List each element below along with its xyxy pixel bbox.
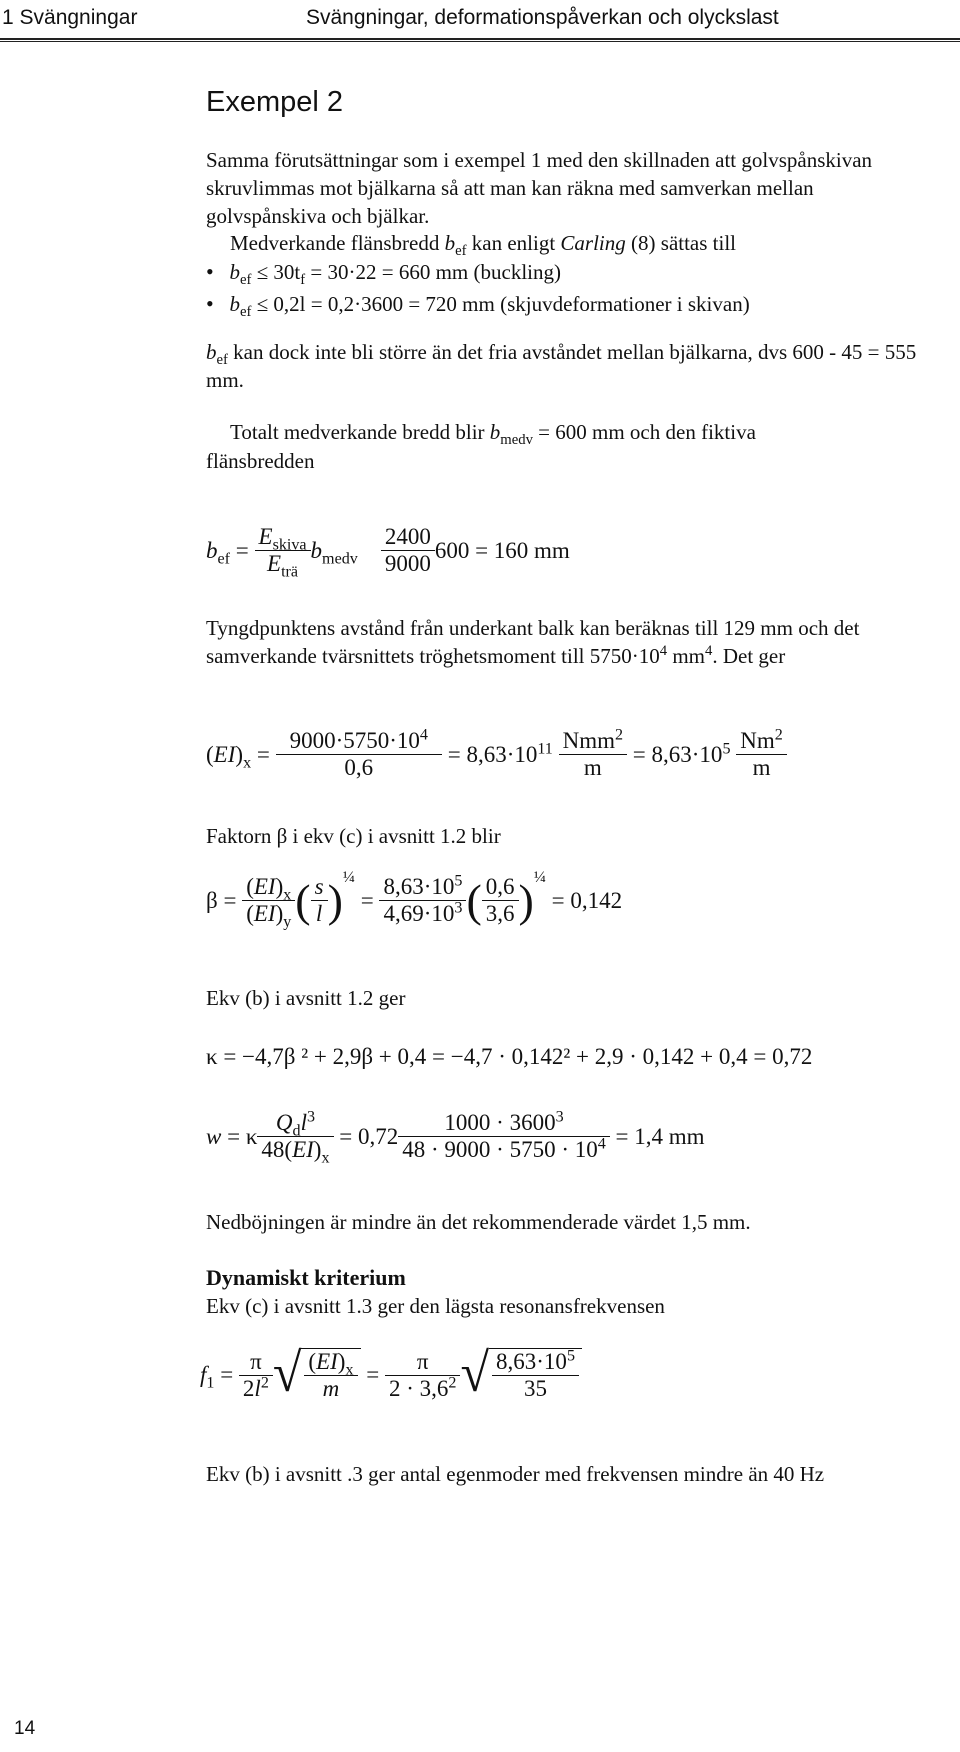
header-rule-thin	[0, 41, 960, 42]
equation-beta: β = $\frac{(EI)_x}{(EI)_y}$ ( $\frac{s}{l}$ ) ¼ = $\frac{8,63\cdot 10^5}{4,69\cdot 10^3}$ ( $\frac{0,6}{3,6}$ ) ¼ = 0,142	[206, 869, 623, 931]
dynamic-criterion-heading: Dynamiskt kriterium	[206, 1265, 406, 1290]
equation-bef: $b_{ef}$ = $\frac{E_{skiva}}{E_{trä}}$ $b_{medv}$ $\frac{2400}{9000}$ 600 = 160 mm	[206, 524, 570, 581]
deflection-conclusion: Nedböjningen är mindre än det rekommenderade värdet 1,5 mm.	[206, 1210, 751, 1234]
header-chapter: 1 Svängningar	[2, 6, 138, 29]
limit-paragraph: $b_{ef}$ kan dock inte bli större än det fria avståndet mellan bjälkarna, dvs 600 - 45 = 555 mm.	[206, 340, 917, 392]
total-width-paragraph: Totalt medverkande bredd blir $b_{medv} = 600$ mm och den fiktiva	[230, 420, 756, 449]
equation-deflection: w = κ $\frac{Q_dl^3}{48(EI)_x}$ = 0,72 $\frac{1000 \cdot 3600^3}{48 \cdot 9000 \cdot 5750 \cdot 10^4}$ = 1,4 mm	[206, 1108, 705, 1167]
intro-paragraph: Samma förutsättningar som i exempel 1 med den skillnaden att golvspånskivan skruvlimmas mot bjälkarna så att man kan räkna med samverkan mellan golvspånskiva och bjälkar.	[206, 148, 873, 228]
page-number: 14	[14, 1718, 36, 1739]
equation-frequency: $f_1$ = $\frac{\pi}{2l^2}$ √ $\frac{(EI)_x}{m}$ = $\frac{\pi}{2 \cdot 3,6^2}$ √ $\frac{8,63\cdot 10^5}{35}$	[200, 1348, 582, 1402]
header-title: Svängningar, deformationspåverkan och olyckslast	[306, 6, 779, 29]
equation-kappa: κ = −4,7β ² + 2,9β + 0,4 = −4,7 · 0,142² + 2,9 · 0,142 + 0,4 = 0,72	[206, 1044, 813, 1069]
frequency-paragraph: Ekv (c) i avsnitt 1.3 ger den lägsta resonansfrekvensen	[206, 1294, 665, 1318]
equation-ei: $(EI)_x$ = $\frac{9000\cdot 5750\cdot 10^4}{0,6}$ = $8,63\cdot 10^{11}$ $\frac{Nmm^2}{m}$ = $8,63\cdot 10^5$ $\frac{Nm^2}{m}$	[206, 728, 787, 781]
header-rule	[0, 38, 960, 40]
eigenmode-paragraph: Ekv (b) i avsnitt .3 ger antal egenmoder med frekvensen mindre än 40 Hz	[206, 1462, 825, 1486]
example-heading: Exempel 2	[206, 86, 344, 118]
total-width-paragraph-cont: flänsbredden	[206, 449, 315, 473]
kappa-paragraph: Ekv (b) i avsnitt 1.2 ger	[206, 986, 406, 1010]
bullet-item: • $b_{ef} \le 0,2l = 0,2\cdot 3600 = 720$ mm (skjuvdeformationer i skivan)	[206, 291, 750, 321]
moment-paragraph: Tyngdpunktens avstånd från underkant balk kan beräknas till 129 mm och det samverkande tvärsnittets tröghetsmoment till $5750\cdot 10^4$ $mm^4$. Det ger	[206, 616, 860, 668]
beta-paragraph: Faktorn β i ekv (c) i avsnitt 1.2 blir	[206, 824, 501, 848]
flange-width-paragraph: Medverkande flänsbredd $b_{ef}$ kan enligt Carling (8) sättas till	[230, 231, 737, 260]
bullet-item: • $b_{ef} \le 30t_f = 30\cdot 22 = 660$ mm (buckling)	[206, 259, 561, 289]
